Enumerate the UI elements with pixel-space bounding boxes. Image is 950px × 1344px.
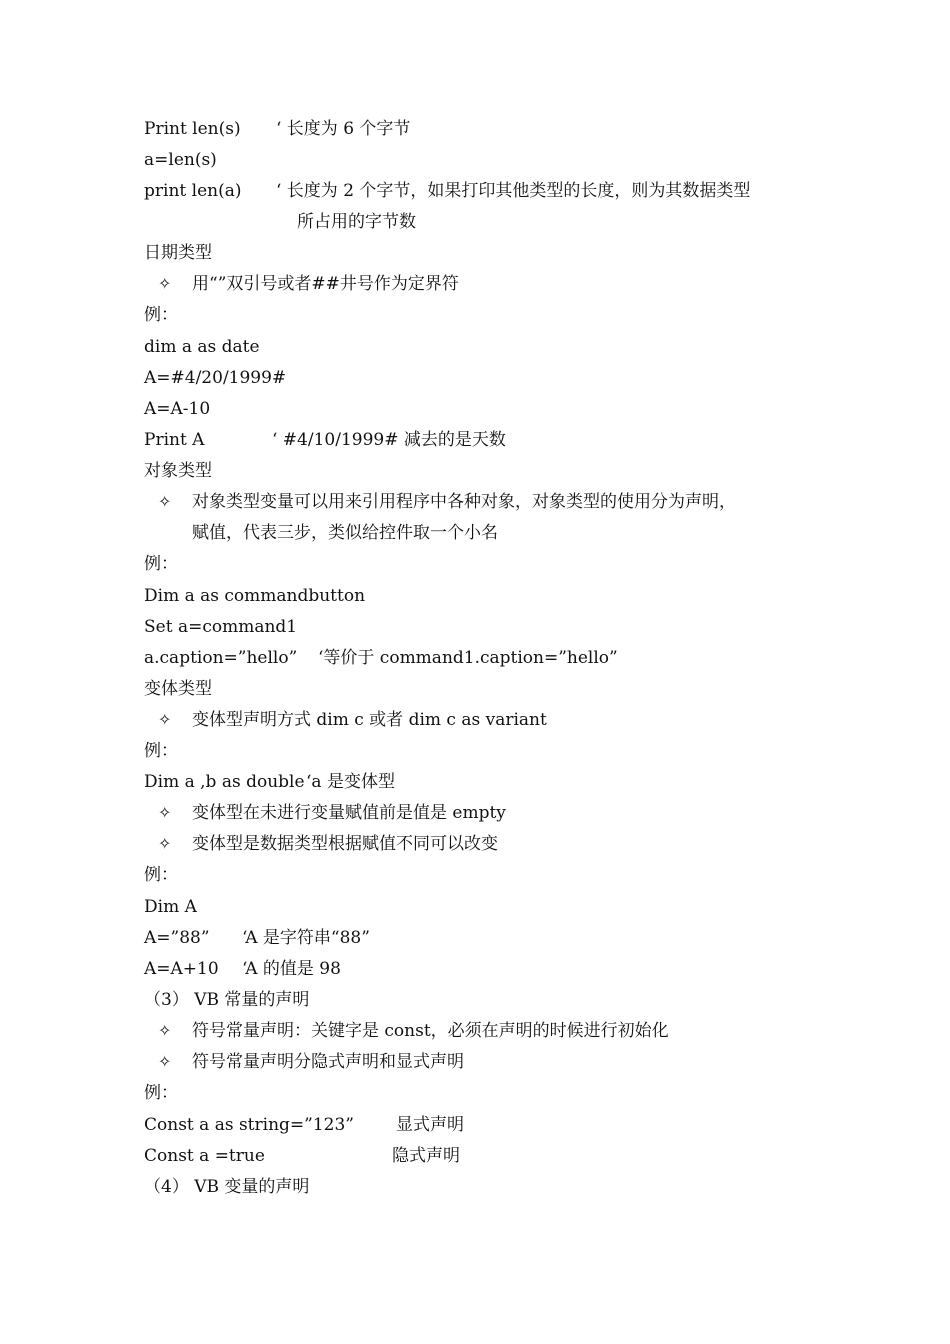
code-comment: ‘A 的值是 98 [242, 959, 341, 979]
diamond-bullet-icon: ✧ [158, 803, 172, 822]
code-comment: ‘ 长度为 6 个字节 [276, 119, 411, 139]
code-comment: ‘等价于 command1.caption=”hello” [318, 648, 618, 668]
code-text: A=”88” [144, 928, 210, 948]
code-comment: 显式声明 [396, 1115, 464, 1135]
code-text: Dim a ,b as double [144, 772, 305, 792]
code-comment: ‘A 是字符串“88” [242, 928, 370, 948]
example-label-text: 例： [144, 865, 178, 885]
bullet-text: 赋值，代表三步，类似给控件取一个小名 [192, 523, 498, 543]
example-label-text: 例： [144, 554, 178, 574]
section-heading: （4） VB 变量的声明 [144, 1177, 310, 1197]
code-text: print len(a) [144, 181, 242, 201]
code-text: Dim A [144, 897, 197, 917]
bullet-text: 用“”双引号或者##井号作为定界符 [192, 274, 459, 294]
code-comment: ‘a 是变体型 [306, 772, 395, 792]
diamond-bullet-icon: ✧ [158, 710, 172, 729]
bullet-text: 符号常量声明：关键字是 const，必须在声明的时候进行初始化 [192, 1021, 669, 1041]
code-text: Set a=command1 [144, 617, 298, 637]
example-label-text: 例： [144, 1083, 178, 1103]
diamond-bullet-icon: ✧ [158, 274, 172, 293]
bullet-text: 变体型声明方式 dim c 或者 dim c as variant [192, 710, 547, 730]
code-comment: ‘ 长度为 2 个字节，如果打印其他类型的长度，则为其数据类型 [276, 181, 751, 201]
section-heading: （3） VB 常量的声明 [144, 990, 310, 1010]
code-comment: 隐式声明 [392, 1146, 460, 1166]
code-text: A=A+10 [144, 959, 219, 979]
code-comment: ‘ #4/10/1999# 减去的是天数 [272, 430, 506, 450]
code-text: Print A [144, 430, 205, 450]
section-heading: 对象类型 [144, 461, 212, 481]
code-text: A=A-10 [144, 399, 211, 419]
section-heading: 日期类型 [144, 243, 212, 263]
example-label-text: 例： [144, 305, 178, 325]
code-text: a=len(s) [144, 150, 217, 170]
diamond-bullet-icon: ✧ [158, 1052, 172, 1071]
bullet-text: 对象类型变量可以用来引用程序中各种对象，对象类型的使用分为声明， [192, 492, 736, 512]
code-text: Const a as string=”123” [144, 1115, 354, 1135]
diamond-bullet-icon: ✧ [158, 492, 172, 511]
bullet-text: 变体型是数据类型根据赋值不同可以改变 [192, 834, 498, 854]
code-text: Const a =true [144, 1146, 265, 1166]
bullet-text: 变体型在未进行变量赋值前是值是 empty [192, 803, 506, 823]
code-text: Dim a as commandbutton [144, 586, 366, 606]
example-label-text: 例： [144, 741, 178, 761]
code-text: Print len(s) [144, 119, 241, 139]
code-text: dim a as date [144, 337, 260, 357]
code-comment: 所占用的字节数 [297, 212, 416, 232]
code-text: a.caption=”hello” [144, 648, 298, 668]
bullet-text: 符号常量声明分隐式声明和显式声明 [192, 1052, 464, 1072]
code-text: A=#4/20/1999# [144, 368, 287, 388]
diamond-bullet-icon: ✧ [158, 834, 172, 853]
diamond-bullet-icon: ✧ [158, 1021, 172, 1040]
section-heading: 变体类型 [144, 679, 212, 699]
